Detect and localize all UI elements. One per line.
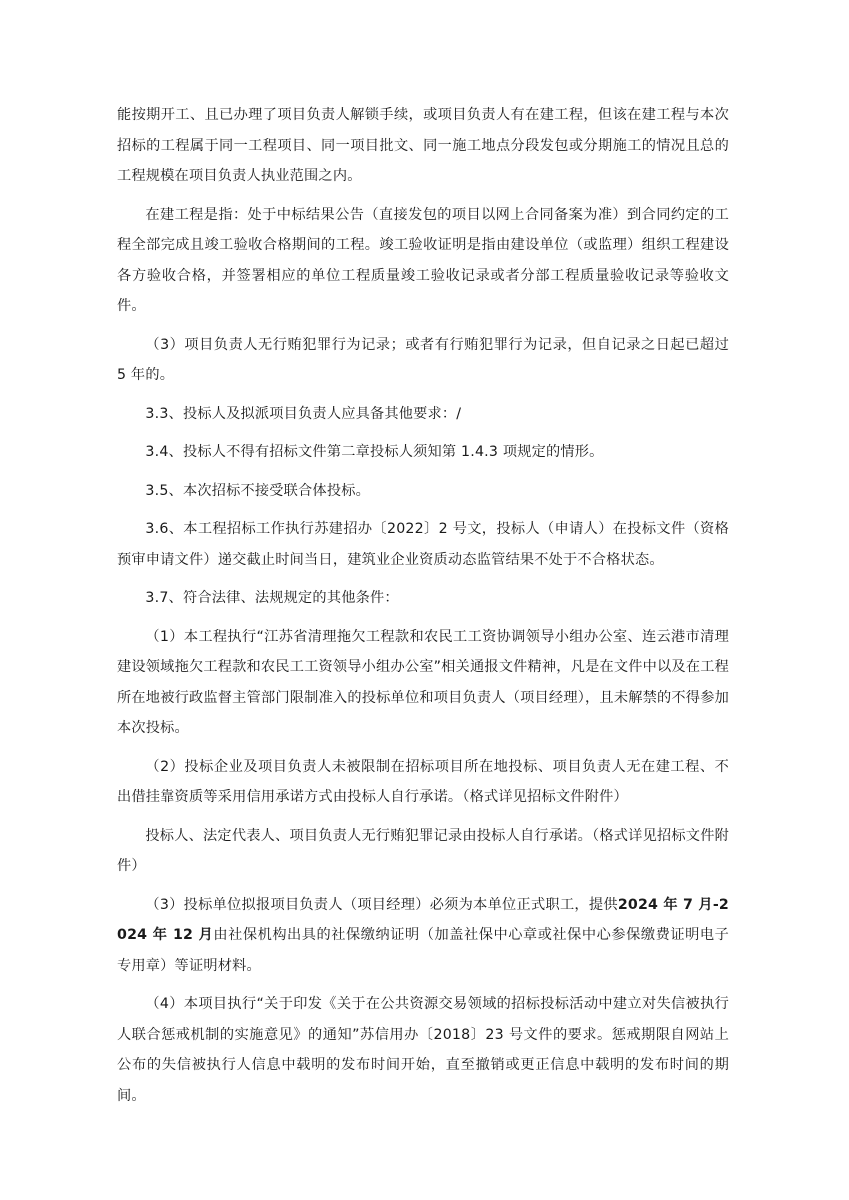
paragraph-item-3-bribery-record: （3）项目负责人无行贿犯罪行为记录；或者有行贿犯罪行为记录，但自记录之日起已超过 5 年的。 <box>117 336 729 383</box>
paragraph-3-7: 3.7、符合法律、法规规定的其他条件： <box>145 590 399 606</box>
paragraph-continuation: 能按期开工、且已办理了项目负责人解锁手续，或项目负责人有在建工程，但该在建工程与本次招标的工程属于同一工程项目、同一项目批文、同一施工地点分段发包或分期施工的情况且总的工程规模在项目负责人执业范围之内。 <box>117 107 729 184</box>
paragraph-3-7-item-1: （1）本工程执行“江苏省清理拖欠工程款和农民工工资协调领导小组办公室、连云港市清理建设领域拖欠工程款和农民工工资领导小组办公室”相关通报文件精神，凡是在文件中以及在工程所在地被行政监督主管部门限制准入的投标单位和项目负责人（项目经理），且未解禁的不得参加本次投标。 <box>117 628 729 736</box>
item-3-text-end: 由社保机构出具的社保缴纳证明（加盖社保中心章或社保中心参保缴费证明电子专用章）等证明材料。 <box>117 927 729 974</box>
paragraph-3-7-item-2: （2）投标企业及项目负责人未被限制在招标项目所在地投标、项目负责人无在建工程、不出借挂靠资质等采用信用承诺方式由投标人自行承诺。（格式详见招标文件附件） <box>117 758 729 805</box>
social-security-period: 2024 年 7 月-2024 年 12 月 <box>117 896 729 943</box>
paragraph-3-7-item-4: （4）本项目执行“关于印发《关于在公共资源交易领域的招标投标活动中建立对失信被执行人联合惩戒机制的实施意见》的通知”苏信用办〔2018〕23 号文件的要求。惩戒期限自网站上公布的失信被执行人信息中载明的发布时间开始，直至撤销或更正信息中载明的发布时间的期间。 <box>117 996 729 1104</box>
paragraph-3-6: 3.6、本工程招标工作执行苏建招办〔2022〕2 号文，投标人（申请人）在投标文件（资格预审申请文件）递交截止时间当日，建筑业企业资质动态监管结果不处于不合格状态。 <box>117 521 729 568</box>
paragraph-commitment: 投标人、法定代表人、项目负责人无行贿犯罪记录由投标人自行承诺。（格式详见招标文件附件） <box>117 827 729 874</box>
paragraph-in-construction-definition: 在建工程是指：处于中标结果公告（直接发包的项目以网上合同备案为准）到合同约定的工程全部完成且竣工验收合格期间的工程。竣工验收证明是指由建设单位（或监理）组织工程建设各方验收合格，并签署相应的单位工程质量竣工验收记录或者分部工程质量验收记录等验收文件。 <box>117 206 729 314</box>
paragraph-3-3: 3.3、投标人及拟派项目负责人应具备其他要求：/ <box>145 405 462 422</box>
paragraph-3-4: 3.4、投标人不得有招标文件第二章投标人须知第 1.4.3 项规定的情形。 <box>145 444 604 460</box>
item-3-text-start: （3）投标单位拟报项目负责人（项目经理）必须为本单位正式职工，提供 <box>145 896 618 913</box>
paragraph-3-7-item-3 <box>117 890 729 982</box>
paragraph-3-5: 3.5、本次招标不接受联合体投标。 <box>145 482 370 499</box>
document-page <box>117 100 729 1119</box>
